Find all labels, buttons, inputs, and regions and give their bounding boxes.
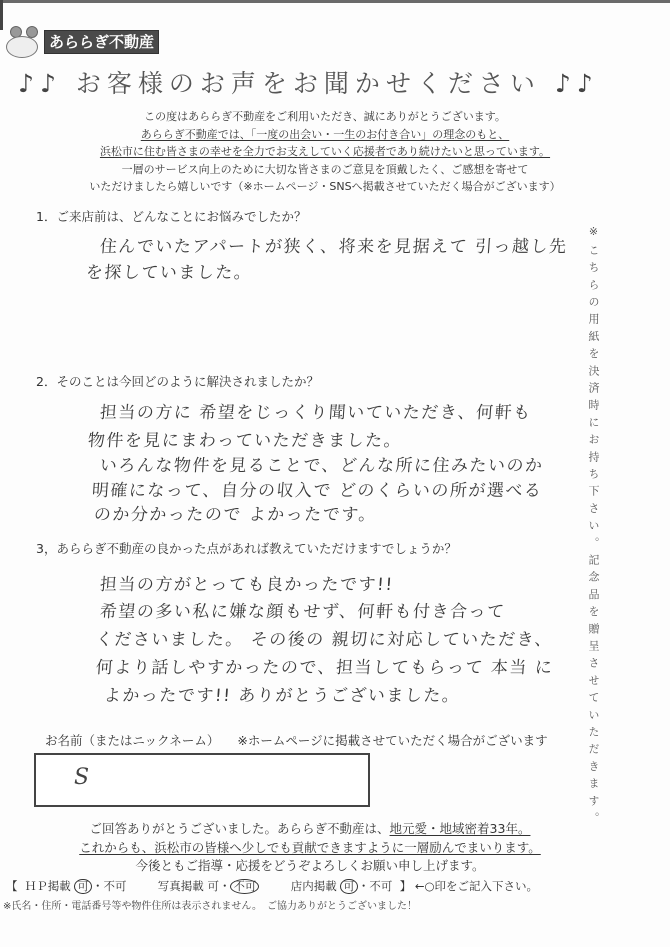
hp-no-option[interactable]: 不可: [103, 879, 127, 893]
answer-3-line: よかったです!! ありがとうございました。: [103, 686, 462, 706]
store-no-option[interactable]: 不可: [369, 879, 393, 893]
separator: ・: [357, 879, 370, 893]
closing-line: ご回答ありがとうございました。あららぎ不動産は、: [89, 821, 390, 836]
instruction-text: ←○印をご記入下さい。: [414, 879, 539, 893]
closing-line: これからも、浜松市の皆様へ少しでも貢献できますように一層励んでまいります。: [79, 839, 541, 855]
intro-line: いただけましたら嬉しいです（※ホームページ・SNSへ掲載させていただく場合がございます）: [89, 180, 561, 193]
name-label-row: [45, 731, 548, 749]
mascot-icon: [4, 24, 40, 60]
music-note-icon: ♪♪: [554, 69, 599, 98]
store-label: 店内掲載: [290, 879, 337, 893]
question-1-label: 1．ご来店前は、どんなことにお悩みでしたか？: [36, 209, 307, 224]
closing-line: 今後ともご指導・応援をどうぞよろしくお願い申し上げます。: [135, 858, 485, 873]
answer-2-line: のか分かったので よかったです。: [93, 505, 378, 525]
side-note: ※こちらの用紙を決済時にお持ち下さい。記念品を贈呈させていただきます。: [587, 225, 600, 829]
photo-no-option[interactable]: 不可: [230, 879, 259, 894]
intro-line: あららぎ不動産では、「一度の出会い・一生のお付き合い」の理念のもと、: [140, 127, 510, 141]
name-note: ※ホームページに掲載させていただく場合がございます: [237, 733, 548, 748]
bracket-close: 】: [399, 879, 412, 893]
question-2-label: 2．そのことは今回どのように解決されましたか？: [36, 374, 319, 389]
answer-3-line: 何より話しやすかったので、担当してもらって 本当 に: [95, 658, 554, 678]
answer-2-line: 物件を見にまわっていただきました。: [87, 431, 403, 451]
hp-label: ＨＰ掲載: [24, 879, 71, 893]
footnote: ※氏名・住所・電話番号等や物件住所は表示されません。 ご協力ありがとうございました！: [3, 901, 417, 912]
answer-3-line: 担当の方がとっても良かったです!!: [99, 575, 395, 595]
scan-edge-left: [0, 0, 3, 30]
name-value: S: [74, 765, 90, 790]
separator: ・: [91, 879, 104, 893]
intro-line: この度はあららぎ不動産をご利用いただき、誠にありがとうございます。: [144, 110, 506, 123]
logo-text: あららぎ不動産: [44, 30, 159, 54]
question-3-label: 3，あららぎ不動産の良かった点があれば教えていただけますでしょうか？: [36, 541, 457, 556]
store-yes-option[interactable]: 可: [340, 879, 358, 894]
permissions-row: [6, 878, 538, 894]
answer-1-line: を探していました。: [85, 263, 254, 283]
hp-yes-option[interactable]: 可: [74, 879, 92, 894]
intro-line: 一層のサービス向上のために大切な皆さまのご意見を頂戴したく、ご感想を寄せて: [121, 162, 529, 176]
name-field[interactable]: [34, 753, 370, 807]
closing-highlight: 地元愛・地域密着33年。: [389, 821, 531, 836]
bracket-open: 【: [6, 879, 18, 893]
answer-2-line: 明確になって、自分の収入で どのくらいの所が選べる: [91, 481, 544, 501]
company-logo: [4, 24, 159, 60]
title-text: お客様のお声をお聞かせください: [75, 69, 541, 98]
page-title: [18, 64, 658, 100]
separator: ・: [218, 879, 231, 893]
music-note-icon: ♪♪: [18, 69, 62, 98]
scan-edge-top: [0, 0, 670, 3]
intro-line: 浜松市に住む皆さまの幸せを全力でお支えしていく応援者であり続けたいと思っています。: [99, 145, 551, 158]
answer-1-line: 住んでいたアパートが狭く、将来を見据えて 引っ越し先: [99, 237, 569, 257]
answer-3-line: くださいました。 その後の 親切に対応していただき、: [95, 630, 554, 650]
answer-3-line: 希望の多い私に嫌な顔もせず、何軒も付き合って: [99, 602, 507, 622]
name-label: お名前（またはニックネーム）: [45, 733, 220, 748]
photo-label: 写真掲載: [157, 879, 204, 893]
answer-2-line: 担当の方に 希望をじっくり聞いていただき、何軒も: [99, 403, 533, 423]
intro-text: [20, 108, 630, 196]
closing-text: [60, 820, 560, 876]
answer-2-line: いろんな物件を見ることで、どんな所に住みたいのか: [99, 456, 545, 476]
photo-yes-option[interactable]: 可: [207, 879, 219, 893]
